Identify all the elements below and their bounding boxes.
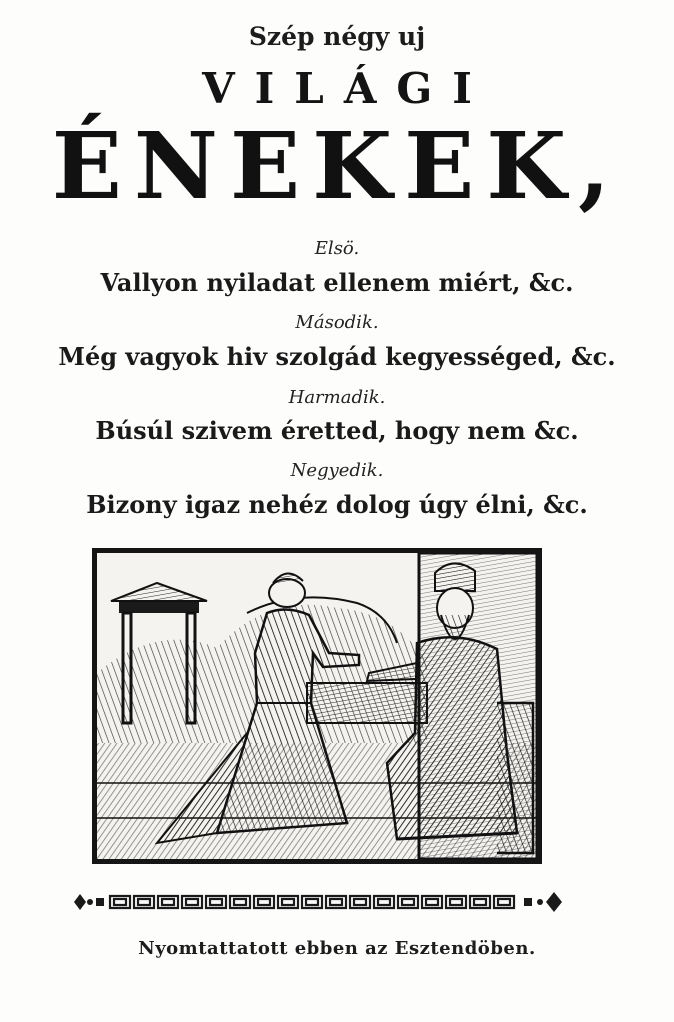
woodcut-illustration — [92, 548, 542, 864]
song-1-ordinal: Elsö. — [314, 238, 360, 259]
song-4-incipit: Bizony igaz nehéz dolog úgy élni, &c. — [86, 490, 588, 519]
imprint-line: Nyomtattatott ebben az Esztendöben. — [138, 938, 536, 959]
song-3-incipit: Búsúl szivem éretted, hogy nem &c. — [95, 416, 579, 445]
song-1-incipit: Vallyon nyiladat ellenem miért, &c. — [100, 268, 574, 297]
title-line-1: Szép négy uj — [248, 22, 426, 51]
ornament-border — [68, 888, 566, 916]
song-2-incipit: Még vagyok hiv szolgád kegyességed, &c. — [58, 342, 616, 371]
title-line-3: ÉNEKEK, — [51, 112, 623, 220]
song-3-ordinal: Harmadik. — [288, 387, 386, 408]
song-4-ordinal: Negyedik. — [290, 460, 384, 481]
title-line-2: VILÁGI — [202, 64, 492, 113]
song-2-ordinal: Második. — [295, 312, 379, 333]
